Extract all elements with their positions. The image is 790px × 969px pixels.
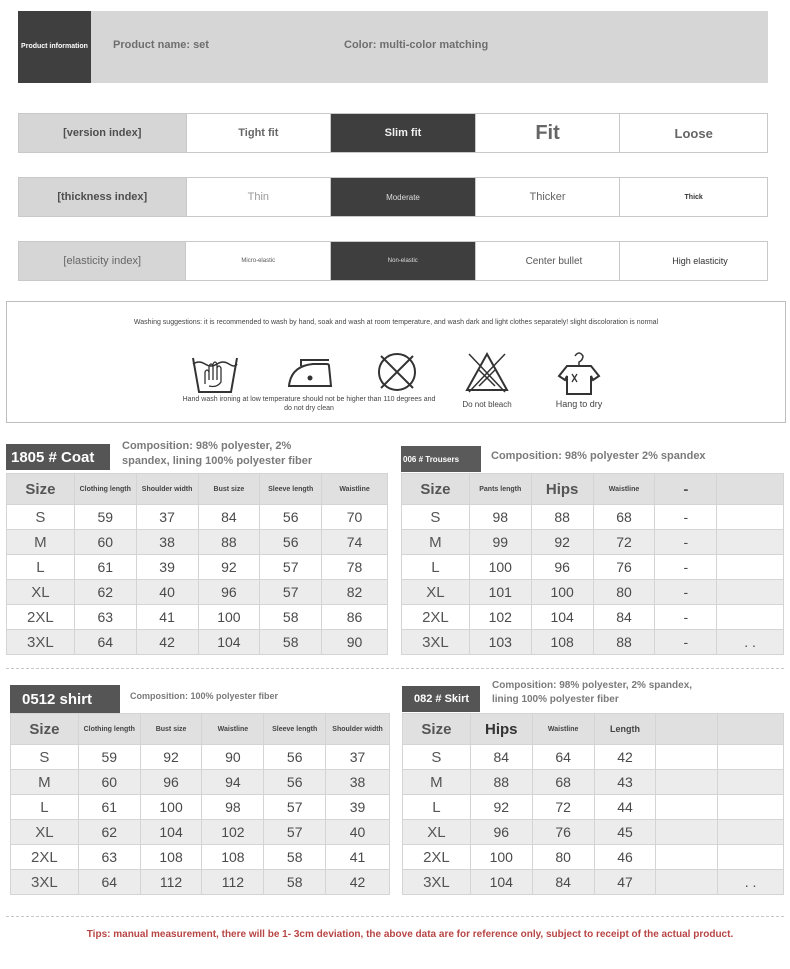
elasticity-option-high: High elasticity — [620, 242, 767, 280]
trousers-value-cell: 88 — [593, 630, 655, 655]
skirt-composition: Composition: 98% polyester, 2% spandex, lining 100% polyester fiber — [492, 680, 693, 705]
coat-value-cell: 100 — [198, 605, 260, 630]
skirt-header-cell: Size — [403, 714, 471, 745]
shirt-header-cell: Size — [11, 714, 79, 745]
coat-value-cell: 90 — [322, 630, 388, 655]
coat-value-cell: 40 — [136, 580, 198, 605]
trousers-value-cell: - — [655, 505, 717, 530]
skirt-value-cell: 80 — [532, 845, 594, 870]
shirt-value-cell: 56 — [264, 745, 326, 770]
shirt-header-cell: Bust size — [140, 714, 202, 745]
shirt-value-cell: 112 — [202, 870, 264, 895]
skirt-value-cell: 76 — [532, 820, 594, 845]
coat-value-cell: 56 — [260, 530, 322, 555]
coat-value-cell: 59 — [74, 505, 136, 530]
no-bleach-icon — [463, 350, 511, 396]
trousers-value-cell: 103 — [469, 630, 531, 655]
trousers-header-row — [402, 474, 784, 505]
shirt-value-cell: 96 — [140, 770, 202, 795]
skirt-size-cell: L — [403, 795, 471, 820]
skirt-value-cell — [718, 745, 784, 770]
skirt-value-cell — [718, 845, 784, 870]
product-info-tag: Product information — [18, 11, 91, 83]
version-index-label: [version index] — [19, 114, 187, 152]
shirt-value-cell: 61 — [78, 795, 140, 820]
skirt-size-cell: XL — [403, 820, 471, 845]
shirt-table-row — [11, 770, 390, 795]
coat-value-cell: 78 — [322, 555, 388, 580]
trousers-header-cell: Pants length — [469, 474, 531, 505]
skirt-value-cell: 88 — [470, 770, 532, 795]
trousers-header-cell: Hips — [531, 474, 593, 505]
shirt-value-cell: 57 — [264, 795, 326, 820]
coat-table-row — [7, 580, 388, 605]
coat-value-cell: 39 — [136, 555, 198, 580]
trousers-value-cell: 80 — [593, 580, 655, 605]
trousers-value-cell: . . — [717, 630, 784, 655]
trousers-value-cell: 104 — [531, 605, 593, 630]
skirt-value-cell: 84 — [532, 870, 594, 895]
trousers-composition: Composition: 98% polyester 2% spandex — [491, 450, 706, 462]
trousers-value-cell: 98 — [469, 505, 531, 530]
shirt-size-cell: M — [11, 770, 79, 795]
coat-value-cell: 57 — [260, 580, 322, 605]
skirt-value-cell: 42 — [594, 745, 656, 770]
trousers-table-row — [402, 555, 784, 580]
shirt-header-cell: Waistline — [202, 714, 264, 745]
coat-value-cell: 42 — [136, 630, 198, 655]
coat-size-cell: S — [7, 505, 75, 530]
coat-value-cell: 61 — [74, 555, 136, 580]
shirt-table-row — [11, 845, 390, 870]
trousers-value-cell: 84 — [593, 605, 655, 630]
skirt-value-cell — [656, 795, 718, 820]
trousers-header-cell: - — [655, 474, 717, 505]
skirt-value-cell: 96 — [470, 820, 532, 845]
shirt-header-cell: Sleeve length — [264, 714, 326, 745]
trousers-table-row — [402, 530, 784, 555]
trousers-value-cell: 108 — [531, 630, 593, 655]
skirt-value-cell: 45 — [594, 820, 656, 845]
shirt-value-cell: 59 — [78, 745, 140, 770]
shirt-value-cell: 37 — [326, 745, 390, 770]
coat-value-cell: 104 — [198, 630, 260, 655]
shirt-value-cell: 100 — [140, 795, 202, 820]
coat-title: 1805 # Coat — [6, 444, 110, 470]
thickness-option-thicker: Thicker — [476, 178, 621, 216]
skirt-value-cell — [656, 770, 718, 795]
coat-value-cell: 82 — [322, 580, 388, 605]
skirt-size-cell: M — [403, 770, 471, 795]
shirt-value-cell: 56 — [264, 770, 326, 795]
washing-note: Washing suggestions: it is recommended to wash by hand, soak and wash at room temperature, and wash dark and light clothes separately! slight discoloration is normal — [133, 319, 659, 326]
skirt-table-row — [403, 845, 784, 870]
skirt-size-cell: 2XL — [403, 845, 471, 870]
coat-table-row — [7, 605, 388, 630]
shirt-value-cell: 98 — [202, 795, 264, 820]
coat-size-cell: 2XL — [7, 605, 75, 630]
trousers-value-cell: - — [655, 630, 717, 655]
skirt-header-cell: Waistline — [532, 714, 594, 745]
coat-value-cell: 38 — [136, 530, 198, 555]
coat-value-cell: 74 — [322, 530, 388, 555]
skirt-table-row — [403, 795, 784, 820]
coat-header-cell: Size — [7, 474, 75, 505]
skirt-value-cell — [718, 795, 784, 820]
no-dry-clean-icon — [375, 350, 419, 394]
trousers-table-row — [402, 580, 784, 605]
version-index-row — [18, 113, 768, 153]
coat-value-cell: 96 — [198, 580, 260, 605]
trousers-value-cell: 101 — [469, 580, 531, 605]
skirt-header-row — [403, 714, 784, 745]
trousers-value-cell: - — [655, 530, 717, 555]
skirt-table-row — [403, 870, 784, 895]
elasticity-option-micro: Micro-elastic — [186, 242, 331, 280]
washing-caption-bleach: Do not bleach — [462, 400, 512, 409]
coat-value-cell: 37 — [136, 505, 198, 530]
shirt-size-cell: 3XL — [11, 870, 79, 895]
shirt-value-cell: 108 — [202, 845, 264, 870]
shirt-composition: Composition: 100% polyester fiber — [130, 691, 279, 701]
skirt-value-cell: 64 — [532, 745, 594, 770]
shirt-table-row — [11, 820, 390, 845]
skirt-size-table — [402, 713, 784, 895]
trousers-size-table — [401, 473, 784, 655]
trousers-value-cell — [717, 555, 784, 580]
product-name: Product name: set — [113, 39, 209, 51]
elasticity-index-label: [elasticity index] — [19, 242, 186, 280]
trousers-header-cell — [717, 474, 784, 505]
skirt-value-cell: 84 — [470, 745, 532, 770]
shirt-value-cell: 60 — [78, 770, 140, 795]
coat-header-cell: Sleeve length — [260, 474, 322, 505]
trousers-size-cell: 2XL — [402, 605, 470, 630]
trousers-value-cell: - — [655, 580, 717, 605]
coat-table-row — [7, 630, 388, 655]
washing-caption-hang: Hang to dry — [555, 399, 603, 409]
skirt-header-cell: Hips — [470, 714, 532, 745]
trousers-size-cell: M — [402, 530, 470, 555]
thickness-index-row — [18, 177, 768, 217]
coat-value-cell: 63 — [74, 605, 136, 630]
trousers-table-row — [402, 630, 784, 655]
skirt-value-cell: 47 — [594, 870, 656, 895]
trousers-value-cell: 100 — [469, 555, 531, 580]
skirt-size-cell: S — [403, 745, 471, 770]
trousers-value-cell: 88 — [531, 505, 593, 530]
trousers-value-cell: 99 — [469, 530, 531, 555]
coat-table-row — [7, 530, 388, 555]
version-option-fit: Fit — [476, 114, 621, 152]
coat-size-cell: 3XL — [7, 630, 75, 655]
skirt-header-cell — [718, 714, 784, 745]
shirt-value-cell: 102 — [202, 820, 264, 845]
skirt-header-cell — [656, 714, 718, 745]
coat-header-cell: Waistline — [322, 474, 388, 505]
skirt-header-cell: Length — [594, 714, 656, 745]
coat-size-cell: XL — [7, 580, 75, 605]
shirt-size-cell: S — [11, 745, 79, 770]
shirt-size-cell: L — [11, 795, 79, 820]
coat-header-row — [7, 474, 388, 505]
coat-value-cell: 56 — [260, 505, 322, 530]
coat-value-cell: 62 — [74, 580, 136, 605]
coat-size-table — [6, 473, 388, 655]
trousers-value-cell — [717, 605, 784, 630]
footer-divider — [6, 916, 784, 917]
trousers-header-cell: Size — [402, 474, 470, 505]
shirt-header-cell: Clothing length — [78, 714, 140, 745]
version-option-slim: Slim fit — [331, 114, 476, 152]
trousers-value-cell: - — [655, 605, 717, 630]
elasticity-option-non: Non-elastic — [331, 242, 476, 280]
thickness-option-thick: Thick — [620, 178, 767, 216]
skirt-value-cell — [656, 820, 718, 845]
shirt-size-cell: 2XL — [11, 845, 79, 870]
shirt-table-row — [11, 745, 390, 770]
trousers-value-cell — [717, 505, 784, 530]
coat-value-cell: 60 — [74, 530, 136, 555]
skirt-value-cell: . . — [718, 870, 784, 895]
trousers-table-row — [402, 605, 784, 630]
coat-value-cell: 92 — [198, 555, 260, 580]
version-option-tight: Tight fit — [187, 114, 332, 152]
shirt-value-cell: 58 — [264, 845, 326, 870]
trousers-title: 006 # Trousers — [401, 446, 481, 472]
skirt-table-row — [403, 820, 784, 845]
trousers-size-cell: L — [402, 555, 470, 580]
skirt-value-cell — [718, 820, 784, 845]
thickness-index-label: [thickness index] — [19, 178, 187, 216]
shirt-value-cell: 94 — [202, 770, 264, 795]
shirt-table-row — [11, 795, 390, 820]
coat-value-cell: 58 — [260, 605, 322, 630]
shirt-value-cell: 41 — [326, 845, 390, 870]
trousers-value-cell: - — [655, 555, 717, 580]
shirt-value-cell: 62 — [78, 820, 140, 845]
coat-value-cell: 88 — [198, 530, 260, 555]
coat-size-cell: L — [7, 555, 75, 580]
trousers-header-cell: Waistline — [593, 474, 655, 505]
coat-header-cell: Shoulder width — [136, 474, 198, 505]
shirt-value-cell: 90 — [202, 745, 264, 770]
elasticity-index-row — [18, 241, 768, 281]
coat-value-cell: 58 — [260, 630, 322, 655]
coat-value-cell: 84 — [198, 505, 260, 530]
trousers-value-cell — [717, 530, 784, 555]
shirt-value-cell: 92 — [140, 745, 202, 770]
hang-dry-icon — [555, 350, 603, 396]
trousers-value-cell: 72 — [593, 530, 655, 555]
shirt-header-cell: Shoulder width — [326, 714, 390, 745]
coat-value-cell: 41 — [136, 605, 198, 630]
skirt-table-row — [403, 770, 784, 795]
coat-table-row — [7, 555, 388, 580]
coat-value-cell: 57 — [260, 555, 322, 580]
shirt-title: 0512 shirt — [10, 685, 120, 713]
skirt-value-cell: 72 — [532, 795, 594, 820]
trousers-size-cell: S — [402, 505, 470, 530]
thickness-option-thin: Thin — [187, 178, 332, 216]
shirt-value-cell: 104 — [140, 820, 202, 845]
shirt-value-cell: 108 — [140, 845, 202, 870]
coat-composition: Composition: 98% polyester, 2% spandex, lining 100% polyester fiber — [122, 440, 313, 467]
shirt-size-table — [10, 713, 390, 895]
elasticity-option-center: Center bullet — [476, 242, 621, 280]
skirt-value-cell — [718, 770, 784, 795]
shirt-table-row — [11, 870, 390, 895]
skirt-value-cell — [656, 845, 718, 870]
shirt-value-cell: 42 — [326, 870, 390, 895]
trousers-value-cell: 76 — [593, 555, 655, 580]
product-color: Color: multi-color matching — [344, 39, 489, 51]
trousers-size-cell: XL — [402, 580, 470, 605]
skirt-value-cell: 68 — [532, 770, 594, 795]
thickness-option-moderate: Moderate — [331, 178, 476, 216]
skirt-value-cell — [656, 870, 718, 895]
shirt-header-row — [11, 714, 390, 745]
skirt-table-row — [403, 745, 784, 770]
version-option-loose: Loose — [620, 114, 767, 152]
coat-header-cell: Bust size — [198, 474, 260, 505]
shirt-value-cell: 63 — [78, 845, 140, 870]
shirt-size-cell: XL — [11, 820, 79, 845]
skirt-value-cell — [656, 745, 718, 770]
coat-value-cell: 70 — [322, 505, 388, 530]
shirt-value-cell: 112 — [140, 870, 202, 895]
coat-value-cell: 86 — [322, 605, 388, 630]
shirt-value-cell: 57 — [264, 820, 326, 845]
coat-size-cell: M — [7, 530, 75, 555]
trousers-size-cell: 3XL — [402, 630, 470, 655]
trousers-value-cell: 96 — [531, 555, 593, 580]
coat-header-cell: Clothing length — [74, 474, 136, 505]
shirt-value-cell: 38 — [326, 770, 390, 795]
washing-panel — [6, 301, 786, 423]
skirt-title: 082 # Skirt — [402, 686, 480, 712]
section-divider — [6, 668, 784, 669]
product-info-bar — [18, 11, 768, 83]
skirt-value-cell: 46 — [594, 845, 656, 870]
skirt-value-cell: 104 — [470, 870, 532, 895]
washing-caption-main: Hand wash ironing at low temperature should not be higher than 110 degrees and do not dry clean — [182, 396, 436, 412]
trousers-table-row — [402, 505, 784, 530]
trousers-value-cell: 68 — [593, 505, 655, 530]
skirt-value-cell: 100 — [470, 845, 532, 870]
coat-value-cell: 64 — [74, 630, 136, 655]
skirt-value-cell: 92 — [470, 795, 532, 820]
skirt-size-cell: 3XL — [403, 870, 471, 895]
measurement-tips: Tips: manual measurement, there will be 1- 3cm deviation, the above data are for reference only, subject to receipt of the actual product. — [86, 929, 734, 940]
shirt-value-cell: 39 — [326, 795, 390, 820]
trousers-value-cell: 102 — [469, 605, 531, 630]
iron-icon — [283, 356, 337, 392]
hand-wash-icon — [189, 350, 241, 398]
shirt-value-cell: 40 — [326, 820, 390, 845]
shirt-value-cell: 64 — [78, 870, 140, 895]
coat-table-row — [7, 505, 388, 530]
skirt-value-cell: 44 — [594, 795, 656, 820]
trousers-value-cell — [717, 580, 784, 605]
skirt-value-cell: 43 — [594, 770, 656, 795]
shirt-value-cell: 58 — [264, 870, 326, 895]
trousers-value-cell: 100 — [531, 580, 593, 605]
trousers-value-cell: 92 — [531, 530, 593, 555]
